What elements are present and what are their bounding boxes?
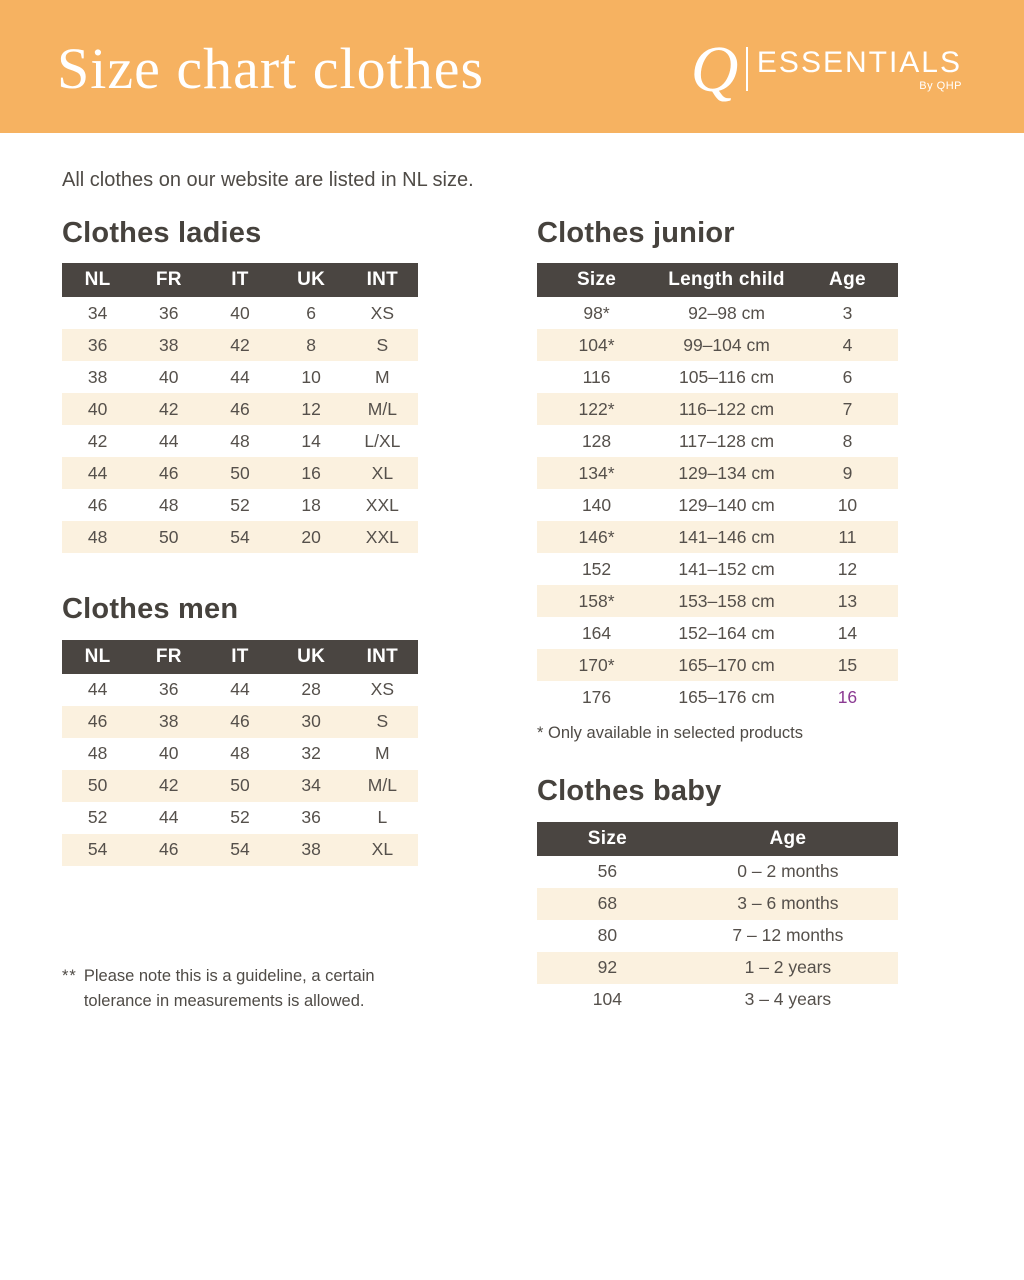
table-cell: 10 xyxy=(837,494,858,515)
table-row xyxy=(537,585,898,617)
table-row xyxy=(62,706,418,738)
table-row xyxy=(537,361,898,393)
column-header: NL xyxy=(84,269,111,291)
table-cell: 36 xyxy=(159,302,179,323)
table-cell: 8 xyxy=(842,430,853,451)
table-cell: 9 xyxy=(842,462,853,483)
table-cell: XXL xyxy=(365,526,399,547)
table-cell: 116 xyxy=(582,366,611,387)
table-row xyxy=(62,329,418,361)
table-cell: 46 xyxy=(87,711,108,732)
table-cell: 152 xyxy=(581,558,612,579)
column-header: Length child xyxy=(668,269,785,291)
table-cell: 50 xyxy=(230,775,250,796)
table-cell: 152–164 cm xyxy=(678,622,775,643)
table-row xyxy=(62,674,418,706)
table-cell: 56 xyxy=(597,861,618,882)
table-cell: 16 xyxy=(301,462,321,483)
table-cell: 54 xyxy=(230,839,250,860)
table-cell: 99–104 cm xyxy=(683,334,770,355)
table-cell: XS xyxy=(370,302,395,323)
logo-byline: By QHP xyxy=(919,79,962,92)
junior-footnote: * Only available in selected products xyxy=(537,724,803,743)
column-header: UK xyxy=(297,269,326,291)
table-cell: 14 xyxy=(301,430,321,451)
table-cell: 12 xyxy=(837,558,858,579)
table-cell: 7 xyxy=(842,398,853,419)
table-cell: S xyxy=(376,711,389,732)
table-cell: 0 – 2 months xyxy=(737,861,839,882)
column-header: FR xyxy=(155,645,182,667)
table-cell: 46 xyxy=(230,711,250,732)
table-cell: 54 xyxy=(87,839,108,860)
intro-text: All clothes on our website are listed in NL size. xyxy=(62,169,474,191)
table-cell: 28 xyxy=(301,679,321,700)
table-cell: 46 xyxy=(87,494,108,515)
tolerance-footnote xyxy=(62,964,418,1014)
table-row xyxy=(62,297,418,329)
table-cell: S xyxy=(376,334,389,355)
table-row xyxy=(537,425,898,457)
table-header-row xyxy=(537,263,898,297)
logo-divider xyxy=(746,47,748,91)
table-row xyxy=(537,856,898,888)
table-cell: 3 – 4 years xyxy=(744,989,832,1010)
table-cell: 44 xyxy=(159,807,179,828)
table-cell: 34 xyxy=(87,302,108,323)
table-cell: 46 xyxy=(230,398,250,419)
table-cell: 42 xyxy=(159,775,179,796)
table-cell: 44 xyxy=(159,430,179,451)
table-cell: 6 xyxy=(842,366,853,387)
table-cell: 44 xyxy=(230,366,250,387)
table-cell: 10 xyxy=(301,366,321,387)
left-column xyxy=(62,218,418,1016)
size-table-ladies xyxy=(62,263,418,553)
content xyxy=(0,169,1024,1016)
table-row xyxy=(62,834,418,866)
table-cell: 146* xyxy=(578,526,615,547)
table-header-row xyxy=(62,263,418,297)
table-cell: 52 xyxy=(230,494,250,515)
table-row xyxy=(62,770,418,802)
table-cell: 104* xyxy=(578,334,615,355)
section-junior xyxy=(537,218,898,743)
table-cell: 50 xyxy=(159,526,179,547)
table-row xyxy=(62,738,418,770)
table-cell: 36 xyxy=(87,334,108,355)
table-cell: 38 xyxy=(159,334,179,355)
table-cell: 141–146 cm xyxy=(678,526,775,547)
table-cell: 36 xyxy=(301,807,321,828)
table-header-row xyxy=(537,822,898,856)
table-row xyxy=(537,888,898,920)
size-table-men xyxy=(62,640,418,866)
table-cell: 68 xyxy=(597,893,618,914)
table-row xyxy=(62,457,418,489)
table-cell: XXL xyxy=(365,494,399,515)
table-cell: 42 xyxy=(230,334,250,355)
table-cell: 50 xyxy=(87,775,108,796)
table-row xyxy=(537,553,898,585)
table-cell: 46 xyxy=(159,462,179,483)
table-cell: 158* xyxy=(578,590,615,611)
table-row xyxy=(62,393,418,425)
page-title: Size chart clothes xyxy=(57,35,485,101)
table-cell: XL xyxy=(371,462,394,483)
table-cell: 92–98 cm xyxy=(688,302,765,323)
table-row xyxy=(537,952,898,984)
table-row xyxy=(537,984,898,1016)
table-cell: 42 xyxy=(87,430,108,451)
table-cell: 38 xyxy=(301,839,321,860)
table-cell: 48 xyxy=(87,743,108,764)
table-cell: 3 xyxy=(842,302,853,323)
table-cell: 80 xyxy=(597,925,618,946)
column-header: FR xyxy=(155,269,182,291)
section-heading-ladies: Clothes ladies xyxy=(62,217,262,249)
table-cell: 165–176 cm xyxy=(678,686,775,707)
table-cell: 40 xyxy=(230,302,250,323)
section-heading-men: Clothes men xyxy=(62,593,239,626)
table-cell: 104 xyxy=(592,989,622,1010)
table-cell: 165–170 cm xyxy=(678,654,775,675)
section-heading-baby: Clothes baby xyxy=(537,775,722,808)
table-row xyxy=(62,425,418,457)
table-row xyxy=(537,521,898,553)
table-header-row xyxy=(62,640,418,674)
table-row xyxy=(537,489,898,521)
table-row xyxy=(537,649,898,681)
table-row xyxy=(62,489,418,521)
table-cell: 16 xyxy=(837,686,858,707)
table-row xyxy=(537,457,898,489)
table-row xyxy=(537,681,898,713)
table-cell: M/L xyxy=(367,398,397,419)
table-cell: 30 xyxy=(301,711,321,732)
table-cell: 44 xyxy=(87,462,108,483)
table-row xyxy=(537,297,898,329)
table-cell: 14 xyxy=(837,622,858,643)
table-cell: 153–158 cm xyxy=(678,590,775,611)
page-header xyxy=(0,0,1024,133)
table-cell: 46 xyxy=(159,839,179,860)
footnote-marker: ** xyxy=(62,966,77,985)
column-header: UK xyxy=(297,645,326,667)
table-cell: 34 xyxy=(301,775,321,796)
table-cell: 52 xyxy=(230,807,250,828)
section-heading-junior: Clothes junior xyxy=(537,217,735,249)
table-cell: 48 xyxy=(230,430,250,451)
table-cell: 116–122 cm xyxy=(679,398,775,419)
table-cell: XL xyxy=(371,839,394,860)
column-header: Age xyxy=(829,269,866,291)
table-cell: 176 xyxy=(581,686,612,707)
table-cell: 140 xyxy=(581,494,612,515)
table-cell: M xyxy=(375,743,390,764)
table-cell: 6 xyxy=(306,302,317,323)
table-row xyxy=(62,802,418,834)
right-column xyxy=(537,218,898,1016)
table-row xyxy=(537,329,898,361)
table-cell: M/L xyxy=(367,775,397,796)
table-row xyxy=(62,521,418,553)
column-header: IT xyxy=(231,269,249,291)
section-ladies xyxy=(62,218,418,553)
column-header: NL xyxy=(84,645,111,667)
table-cell: 164 xyxy=(581,622,612,643)
table-cell: 3 – 6 months xyxy=(737,893,839,914)
table-cell: 11 xyxy=(838,526,857,547)
column-header: Size xyxy=(587,827,627,849)
table-cell: 52 xyxy=(87,807,108,828)
table-cell: L/XL xyxy=(364,430,401,451)
table-cell: 40 xyxy=(159,743,179,764)
column-header: IT xyxy=(231,645,249,667)
table-row xyxy=(537,617,898,649)
table-cell: 128 xyxy=(581,430,612,451)
table-cell: 50 xyxy=(230,462,250,483)
table-cell: 141–152 cm xyxy=(678,558,775,579)
table-cell: 129–134 cm xyxy=(678,462,775,483)
table-cell: 7 – 12 months xyxy=(732,925,844,946)
section-men xyxy=(62,594,418,865)
table-cell: 48 xyxy=(87,526,108,547)
table-cell: 54 xyxy=(230,526,250,547)
table-cell: 44 xyxy=(87,679,108,700)
table-cell: 44 xyxy=(230,679,250,700)
table-cell: 48 xyxy=(159,494,179,515)
table-cell: 20 xyxy=(301,526,321,547)
table-cell: 36 xyxy=(159,679,179,700)
column-header: Age xyxy=(769,827,807,849)
table-cell: 134* xyxy=(578,462,615,483)
table-cell: 13 xyxy=(837,590,858,611)
table-cell: 117–128 cm xyxy=(679,430,775,451)
table-cell: 32 xyxy=(301,743,321,764)
size-table-baby xyxy=(537,822,898,1016)
table-cell: 12 xyxy=(301,398,321,419)
footnote-text: Please note this is a guideline, a certain tolerance in measurements is allowed. xyxy=(83,966,375,1010)
table-cell: M xyxy=(375,366,390,387)
table-cell: 38 xyxy=(159,711,179,732)
logo-q-letter: Q xyxy=(690,32,739,106)
table-cell: 105–116 cm xyxy=(679,366,775,387)
table-cell: L xyxy=(377,807,388,828)
table-cell: 4 xyxy=(842,334,853,355)
table-cell: 122* xyxy=(578,398,615,419)
table-cell: 40 xyxy=(87,398,108,419)
table-cell: 129–140 cm xyxy=(678,494,775,515)
table-cell: 42 xyxy=(159,398,179,419)
table-cell: 170* xyxy=(578,654,615,675)
table-row xyxy=(537,393,898,425)
table-cell: 38 xyxy=(87,366,108,387)
table-columns xyxy=(62,218,1024,1016)
brand-logo xyxy=(690,32,962,106)
table-cell: 8 xyxy=(306,334,317,355)
table-cell: 1 – 2 years xyxy=(744,957,832,978)
table-cell: 48 xyxy=(230,743,250,764)
table-cell: 40 xyxy=(159,366,179,387)
table-cell: 98* xyxy=(583,302,610,323)
table-row xyxy=(537,920,898,952)
size-table-junior xyxy=(537,263,898,713)
column-header: Size xyxy=(576,269,617,291)
table-cell: 15 xyxy=(837,654,858,675)
column-header: INT xyxy=(366,645,399,667)
section-baby xyxy=(537,776,898,1015)
column-header: INT xyxy=(366,269,399,291)
table-cell: XS xyxy=(370,679,395,700)
table-cell: 18 xyxy=(301,494,321,515)
logo-wordmark xyxy=(757,47,962,92)
table-cell: 92 xyxy=(597,957,618,978)
table-row xyxy=(62,361,418,393)
logo-brand-name: ESSENTIALS xyxy=(756,46,962,80)
